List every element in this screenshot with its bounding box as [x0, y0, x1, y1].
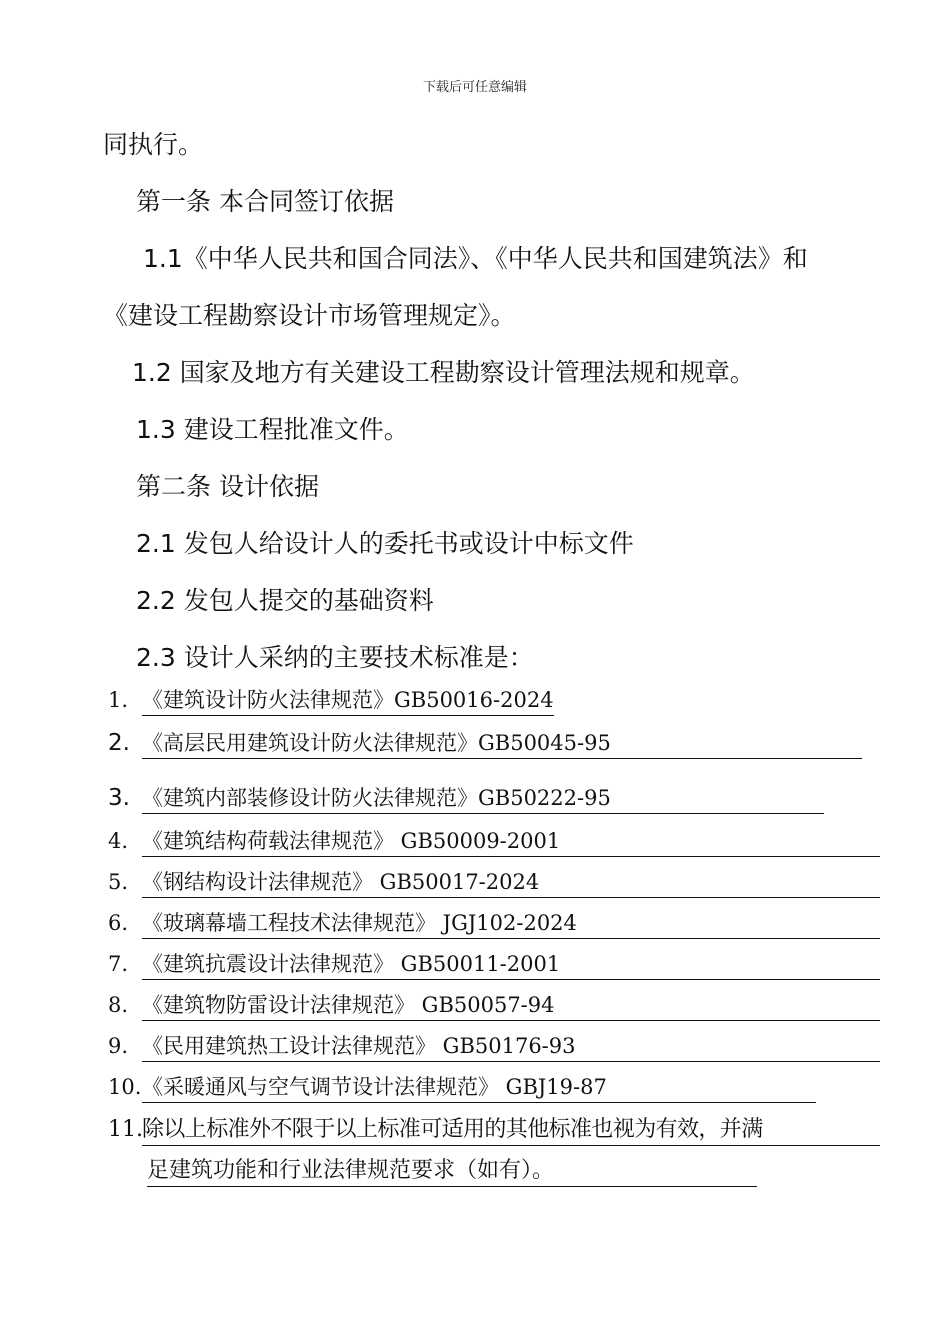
item-number: 9. — [108, 1034, 129, 1058]
paragraph: 2.3 设计人采纳的主要技术标准是： — [136, 643, 534, 672]
paragraph: 2.2 发包人提交的基础资料 — [136, 586, 434, 615]
item-number: 2. — [108, 730, 130, 756]
standard-item — [108, 868, 880, 898]
item-text: 《采暖通风与空气调节设计法律规范》 GBJ19-87 — [142, 1073, 816, 1103]
standard-item — [108, 1073, 816, 1103]
item-text: 《玻璃幕墙工程技术法律规范》 JGJ102-2024 — [142, 909, 880, 939]
item-number: 8. — [108, 993, 129, 1017]
standard-item — [108, 909, 880, 939]
paragraph: 同执行。 — [103, 130, 204, 159]
item-number: 7. — [108, 952, 129, 976]
item-number: 10. — [108, 1075, 142, 1099]
page-header: 下载后可任意编辑 — [422, 80, 527, 95]
standard-item — [108, 686, 554, 716]
item-text: 《建筑抗震设计法律规范》 GB50011-2001 — [142, 950, 880, 980]
standard-item — [108, 827, 880, 857]
item-text: 《高层民用建筑设计防火法律规范》GB50045-95 — [142, 729, 862, 759]
item-number: 3. — [108, 785, 130, 811]
standard-item-continuation — [147, 1157, 757, 1187]
item-number: 4. — [108, 829, 129, 853]
paragraph: 1.2 国家及地方有关建设工程勘察设计管理法规和规章。 — [132, 358, 755, 387]
item-number: 11. — [108, 1117, 143, 1142]
standard-item — [108, 1116, 880, 1146]
standard-item — [108, 729, 862, 759]
item-text: 除以上标准外不限于以上标准可适用的其他标准也视为有效，并满 — [142, 1116, 880, 1146]
item-text: 足建筑功能和行业法律规范要求（如有）。 — [147, 1157, 757, 1187]
item-number: 1. — [108, 688, 129, 712]
article-heading: 第一条 本合同签订依据 — [136, 187, 394, 216]
item-text: 《钢结构设计法律规范》 GB50017-2024 — [142, 868, 880, 898]
standard-item — [108, 1032, 880, 1062]
paragraph: 1.3 建设工程批准文件。 — [136, 415, 409, 444]
paragraph: 《建设工程勘察设计市场管理规定》。 — [103, 301, 516, 330]
item-number: 5. — [108, 870, 129, 894]
paragraph: 2.1 发包人给设计人的委托书或设计中标文件 — [136, 529, 634, 558]
article-heading: 第二条 设计依据 — [136, 472, 319, 501]
item-text: 《民用建筑热工设计法律规范》 GB50176-93 — [142, 1032, 880, 1062]
standard-item — [108, 784, 824, 814]
item-text: 《建筑结构荷载法律规范》 GB50009-2001 — [142, 827, 880, 857]
standard-item — [108, 950, 880, 980]
paragraph: 1.1《中华人民共和国合同法》、《中华人民共和国建筑法》和 — [143, 244, 808, 273]
standard-item — [108, 991, 880, 1021]
item-text: 《建筑物防雷设计法律规范》 GB50057-94 — [142, 991, 880, 1021]
item-text: 《建筑设计防火法律规范》GB50016-2024 — [142, 686, 554, 716]
item-text: 《建筑内部装修设计防火法律规范》GB50222-95 — [142, 784, 824, 814]
item-number: 6. — [108, 911, 129, 935]
